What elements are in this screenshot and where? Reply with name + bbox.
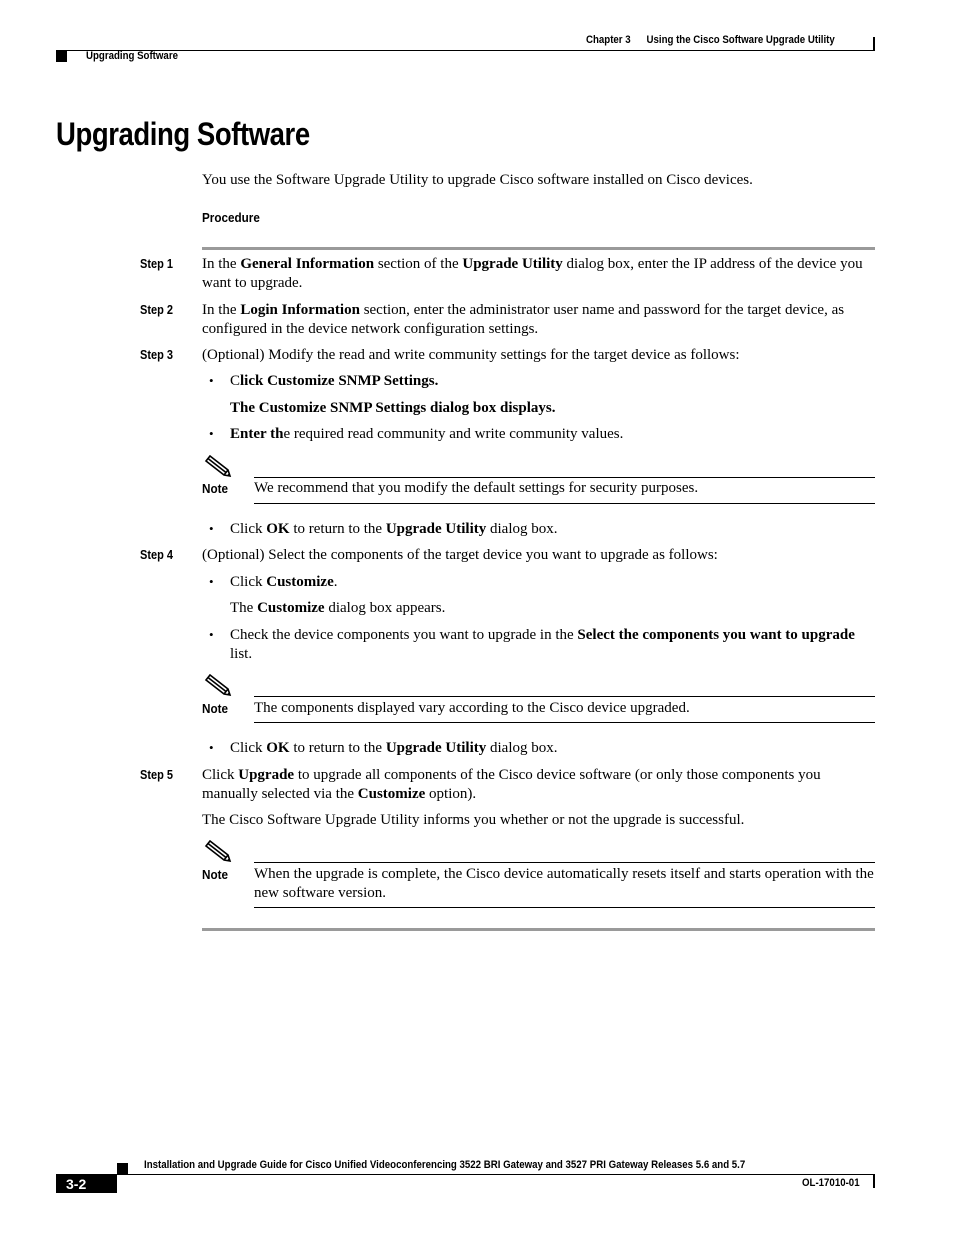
bullet: • <box>209 426 214 441</box>
step-3-sub-1: The Customize SNMP Settings dialog box displays. <box>230 400 556 416</box>
page-title: Upgrading Software <box>56 116 310 152</box>
note-2-text: The components displayed vary according to the Cisco device upgraded. <box>254 700 690 716</box>
procedure-bottom-rule <box>202 928 875 931</box>
step-4-bullet-3: Click OK to return to the Upgrade Utility dialog box. <box>230 740 558 756</box>
note-2-bottom-rule <box>254 722 875 723</box>
step-4-text: (Optional) Select the components of the target device you want to upgrade as follows: <box>202 547 718 563</box>
step-4-sub-1: The Customize dialog box appears. <box>230 600 446 616</box>
footer-doc-number: OL-17010-01 <box>802 1177 860 1189</box>
bullet: • <box>209 574 214 589</box>
header-tick <box>873 37 875 50</box>
step-3-text: (Optional) Modify the read and write community settings for the target device as follows: <box>202 347 740 363</box>
step-3-bullet-1: Click Customize SNMP Settings. <box>230 373 439 389</box>
running-header-chapter-title: Using the Cisco Software Upgrade Utility <box>646 34 835 46</box>
step-4-bullet-1: Click Customize. <box>230 574 338 590</box>
step-1-label: Step 1 <box>140 257 174 271</box>
bullet: • <box>209 627 214 642</box>
header-rule <box>56 50 875 51</box>
header-marker <box>56 51 67 62</box>
bullet: • <box>209 373 214 388</box>
procedure-top-rule <box>202 247 875 250</box>
footer-marker <box>117 1163 128 1174</box>
note-1-text: We recommend that you modify the default settings for security purposes. <box>254 480 699 496</box>
running-header-chapter: Chapter 3 Using the Cisco Software Upgrade Utility <box>586 34 835 46</box>
step-4-bullet-2: Check the device components you want to upgrade in the Select the components you want to upgrade list. <box>230 627 855 662</box>
intro-paragraph: You use the Software Upgrade Utility to upgrade Cisco software installed on Cisco devices. <box>202 172 753 188</box>
note-3-label: Note <box>202 867 229 882</box>
step-3-label: Step 3 <box>140 348 174 362</box>
procedure-heading: Procedure <box>202 210 260 225</box>
footer-guide-title: Installation and Upgrade Guide for Cisco Unified Videoconferencing 3522 BRI Gateway and 3527 PRI Gateway Releases 5.6 and 5.7 <box>144 1159 746 1171</box>
step-2-text: In the Login Information section, enter the administrator user name and password for the target device, as configured in the device network configuration settings. <box>202 302 845 337</box>
note-1-bottom-rule <box>254 503 875 504</box>
note-1-label: Note <box>202 481 229 496</box>
step-5-label: Step 5 <box>140 768 174 782</box>
step-2-label: Step 2 <box>140 303 174 317</box>
note-1-top-rule <box>254 477 875 478</box>
note-3-top-rule <box>254 862 875 863</box>
note-2-top-rule <box>254 696 875 697</box>
note-3-bottom-rule <box>254 907 875 908</box>
bullet: • <box>209 521 214 536</box>
note-3-text: When the upgrade is complete, the Cisco device automatically resets itself and starts operation with the new software version. <box>254 866 874 901</box>
step-4-label: Step 4 <box>140 548 174 562</box>
bullet: • <box>209 740 214 755</box>
step-3-bullet-3: Click OK to return to the Upgrade Utility dialog box. <box>230 521 558 537</box>
note-2-label: Note <box>202 701 229 716</box>
footer-rule <box>56 1174 875 1175</box>
note-pencil-icon <box>203 840 233 864</box>
step-5-paragraph: The Cisco Software Upgrade Utility informs you whether or not the upgrade is successful. <box>202 812 745 828</box>
footer-tick <box>873 1175 875 1188</box>
step-3-bullet-2: Enter the required read community and write community values. <box>230 426 624 442</box>
step-1-text: In the General Information section of the Upgrade Utility dialog box, enter the IP address of the device you want to upgrade. <box>202 256 863 291</box>
note-pencil-icon <box>203 674 233 698</box>
step-5-text: Click Upgrade to upgrade all components of the Cisco device software (or only those components you manually selected via the Customize option). <box>202 767 821 802</box>
running-header-section: Upgrading Software <box>86 50 178 62</box>
page-number: 3-2 <box>66 1176 87 1192</box>
note-pencil-icon <box>203 455 233 479</box>
